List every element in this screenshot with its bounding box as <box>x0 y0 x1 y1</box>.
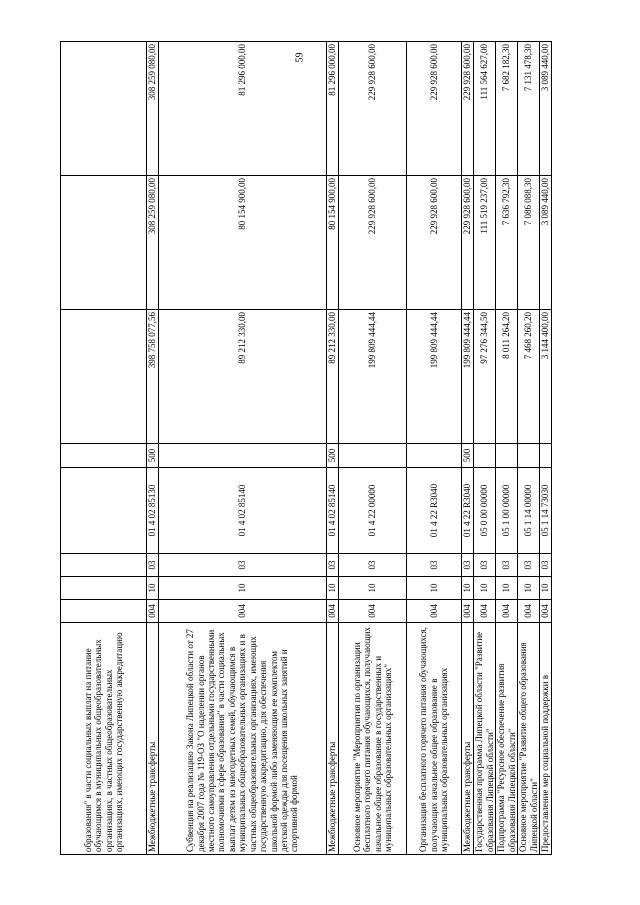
amount-3-cell: 111 564 627,00 <box>474 42 496 176</box>
subsection-code-cell: 03 <box>540 554 552 577</box>
admin-code-cell: 004 <box>339 600 407 623</box>
amount-3-cell: 81 296 000,00 <box>327 42 339 176</box>
amount-2-cell: 229 928 600,00 <box>462 176 474 310</box>
amount-1-cell: 8 011 264,20 <box>496 310 518 444</box>
amount-3-cell <box>61 42 147 176</box>
target-article-cell: 05 1 14 73030 <box>540 468 552 554</box>
amount-3-cell: 229 928 600,00 <box>462 42 474 176</box>
expense-type-cell: 500 <box>462 444 474 468</box>
row-name: образования" в части социальных выплат на питание обучающимся в муниципальных общеобразовательных организациях, в частных общеобразовательных организациях, имеющих государственную аккредитацию <box>61 623 147 855</box>
amount-3-cell: 229 928 600,00 <box>407 42 462 176</box>
amount-3-cell: 308 259 080,00 <box>147 42 159 176</box>
budget-table <box>60 41 552 855</box>
table-row <box>518 42 540 855</box>
subsection-code-cell <box>61 554 147 577</box>
amount-1-cell: 97 276 344,50 <box>474 310 496 444</box>
amount-2-cell: 80 154 900,00 <box>159 176 327 310</box>
admin-code-cell: 004 <box>407 600 462 623</box>
row-name: Межбюджетные трансферты <box>147 623 159 855</box>
subsection-code-cell: 03 <box>327 554 339 577</box>
row-name: Межбюджетные трансферты <box>327 623 339 855</box>
amount-2-cell: 3 089 440,00 <box>540 176 552 310</box>
subsection-code-cell: 03 <box>518 554 540 577</box>
amount-1-cell: 89 212 330,00 <box>327 310 339 444</box>
admin-code-cell: 004 <box>462 600 474 623</box>
expense-type-cell: 500 <box>147 444 159 468</box>
admin-code-cell: 004 <box>327 600 339 623</box>
row-name: Государственная программа Липецкой области "Развитие образования Липецкой области" <box>474 623 496 855</box>
expense-type-cell <box>540 444 552 468</box>
admin-code-cell <box>61 600 147 623</box>
amount-1-cell: 398 758 077,56 <box>147 310 159 444</box>
amount-2-cell: 7 086 088,30 <box>518 176 540 310</box>
expense-type-cell <box>339 444 407 468</box>
section-code-cell: 10 <box>540 577 552 600</box>
target-article-cell: 01 4 22 R3040 <box>407 468 462 554</box>
target-article-cell: 01 4 02 85140 <box>159 468 327 554</box>
page-number: 59 <box>294 52 306 62</box>
section-code-cell: 10 <box>159 577 327 600</box>
table-row <box>339 42 407 855</box>
section-code-cell: 10 <box>407 577 462 600</box>
table-row <box>61 42 147 855</box>
amount-1-cell: 199 809 444,44 <box>339 310 407 444</box>
target-article-cell: 01 4 02 85140 <box>327 468 339 554</box>
amount-3-cell: 81 296 000,00 <box>159 42 327 176</box>
amount-2-cell: 7 636 792,30 <box>496 176 518 310</box>
row-name: Предоставление мер социальной поддержки в <box>540 623 552 855</box>
amount-2-cell: 308 259 080,00 <box>147 176 159 310</box>
amount-2-cell: 80 154 900,00 <box>327 176 339 310</box>
expense-type-cell <box>407 444 462 468</box>
table-row <box>474 42 496 855</box>
expense-type-cell <box>496 444 518 468</box>
row-name: Подпрограмма "Ресурсное обеспечение развития образования Липецкой области" <box>496 623 518 855</box>
row-name: Основное мероприятие "Мероприятия по организации бесплатного горячего питания обучающихся, получающих начальное общее образование в государственных и муниципальных образовательных организациях" <box>339 623 407 855</box>
section-code-cell: 10 <box>147 577 159 600</box>
admin-code-cell: 004 <box>159 600 327 623</box>
target-article-cell: 01 4 22 R3040 <box>462 468 474 554</box>
section-code-cell: 10 <box>339 577 407 600</box>
row-name: Субвенция на реализацию Закона Липецкой области от 27 декабря 2007 года № 119-ОЗ "О наделении органов местного самоуправления отдельными государственными полномочиями в сфере образования" в части социальных выплат детям из многодетных семей, обучающимся в муниципальных общеобразовательных организациях и в частных общеобразовательных организациях, имеющих государственную аккредитацию, для обеспечения школьной формой либо заменяющим ее комплектом детской одежды для посещения школьных занятий и спортивной формой <box>159 623 327 855</box>
expense-type-cell <box>61 444 147 468</box>
amount-1-cell: 3 144 400,00 <box>540 310 552 444</box>
row-name: Основное мероприятие "Развитие общего образования Липецкой области" <box>518 623 540 855</box>
amount-2-cell: 111 519 237,00 <box>474 176 496 310</box>
subsection-code-cell: 03 <box>147 554 159 577</box>
amount-1-cell: 7 468 260,20 <box>518 310 540 444</box>
admin-code-cell: 004 <box>518 600 540 623</box>
admin-code-cell: 004 <box>540 600 552 623</box>
amount-3-cell: 229 928 600,00 <box>339 42 407 176</box>
amount-1-cell: 199 809 444,44 <box>462 310 474 444</box>
expense-type-cell <box>474 444 496 468</box>
subsection-code-cell: 03 <box>462 554 474 577</box>
amount-2-cell: 229 928 600,00 <box>339 176 407 310</box>
target-article-cell: 01 4 02 85130 <box>147 468 159 554</box>
amount-1-cell <box>61 310 147 444</box>
section-code-cell <box>61 577 147 600</box>
table-row <box>147 42 159 855</box>
table-row <box>159 42 327 855</box>
admin-code-cell: 004 <box>496 600 518 623</box>
section-code-cell: 10 <box>518 577 540 600</box>
table-row <box>407 42 462 855</box>
table-row <box>462 42 474 855</box>
section-code-cell: 10 <box>496 577 518 600</box>
subsection-code-cell: 03 <box>474 554 496 577</box>
section-code-cell: 10 <box>474 577 496 600</box>
amount-3-cell: 7 131 478,30 <box>518 42 540 176</box>
amount-3-cell: 3 089 440,00 <box>540 42 552 176</box>
amount-2-cell: 229 928 600,00 <box>407 176 462 310</box>
subsection-code-cell: 03 <box>496 554 518 577</box>
target-article-cell: 05 1 00 00000 <box>496 468 518 554</box>
admin-code-cell: 004 <box>147 600 159 623</box>
target-article-cell <box>61 468 147 554</box>
admin-code-cell: 004 <box>474 600 496 623</box>
rotated-table-wrapper <box>60 42 585 855</box>
subsection-code-cell: 03 <box>407 554 462 577</box>
target-article-cell: 05 0 00 00000 <box>474 468 496 554</box>
section-code-cell: 10 <box>462 577 474 600</box>
target-article-cell: 05 1 14 00000 <box>518 468 540 554</box>
expense-type-cell: 500 <box>327 444 339 468</box>
amount-3-cell: 7 682 182,30 <box>496 42 518 176</box>
target-article-cell: 01 4 22 00000 <box>339 468 407 554</box>
subsection-code-cell: 03 <box>339 554 407 577</box>
expense-type-cell <box>518 444 540 468</box>
table-row <box>327 42 339 855</box>
amount-1-cell: 89 212 330,00 <box>159 310 327 444</box>
amount-1-cell: 199 809 444,44 <box>407 310 462 444</box>
amount-2-cell <box>61 176 147 310</box>
row-name: Межбюджетные трансферты <box>462 623 474 855</box>
table-row <box>540 42 552 855</box>
table-row <box>496 42 518 855</box>
row-name: Организация бесплатного горячего питания обучающихся, получающих начальное общее образование в муниципальных образовательных организациях <box>407 623 462 855</box>
expense-type-cell <box>159 444 327 468</box>
section-code-cell: 10 <box>327 577 339 600</box>
subsection-code-cell: 03 <box>159 554 327 577</box>
